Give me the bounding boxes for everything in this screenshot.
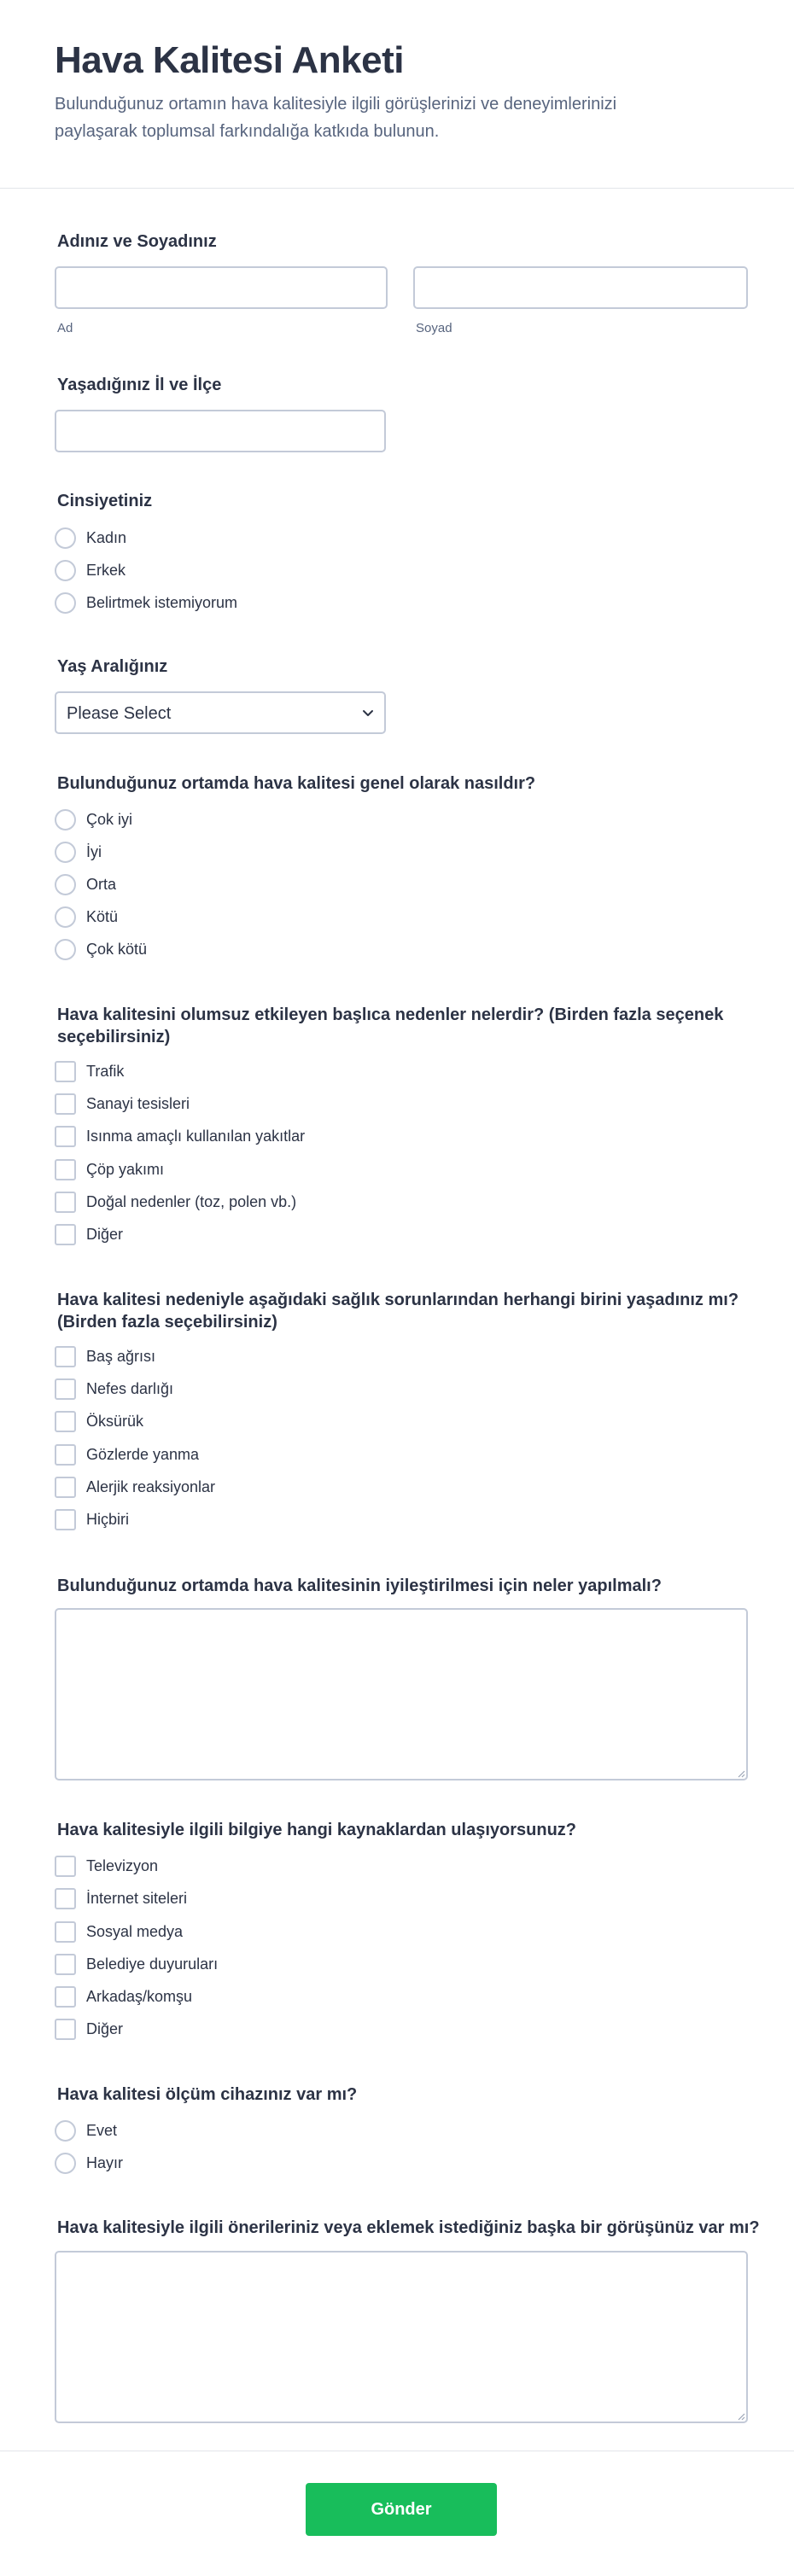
source-option[interactable] bbox=[55, 1984, 192, 2009]
source-option[interactable] bbox=[55, 2016, 123, 2042]
cause-option-label: Doğal nedenler (toz, polen vb.) bbox=[86, 1192, 297, 1210]
age-select-value: Please Select bbox=[67, 704, 172, 723]
quality-option-label: İyi bbox=[86, 842, 102, 860]
gender-option[interactable] bbox=[55, 557, 126, 583]
device-option-label: Hayır bbox=[86, 2153, 124, 2171]
quality-option-label: Çok iyi bbox=[86, 810, 133, 828]
checkbox[interactable] bbox=[55, 1159, 76, 1180]
general-quality-label: Bulunduğunuz ortamda hava kalitesi genel olarak nasıldır? bbox=[57, 774, 536, 793]
source-option-label: Diğer bbox=[86, 2019, 124, 2037]
quality-option[interactable] bbox=[55, 839, 102, 865]
source-option[interactable] bbox=[55, 1919, 183, 1944]
checkbox[interactable] bbox=[55, 1126, 76, 1147]
improvement-label: Bulunduğunuz ortamda hava kalitesinin iyileştirilmesi için neler yapılmalı? bbox=[57, 1576, 662, 1595]
cause-option-label: Trafik bbox=[86, 1062, 125, 1080]
suggestions-textarea[interactable] bbox=[55, 2251, 748, 2423]
health-option[interactable] bbox=[55, 1408, 143, 1434]
checkbox[interactable] bbox=[55, 1346, 76, 1367]
last-name-sublabel: Soyad bbox=[416, 321, 452, 335]
source-option-label: İnternet siteleri bbox=[86, 1889, 188, 1907]
cause-option-label: Diğer bbox=[86, 1225, 124, 1243]
form-footer bbox=[0, 2451, 794, 2576]
radio-button[interactable] bbox=[55, 809, 76, 830]
checkbox[interactable] bbox=[55, 1192, 76, 1213]
health-option[interactable] bbox=[55, 1376, 173, 1402]
health-option[interactable] bbox=[55, 1442, 199, 1467]
checkbox[interactable] bbox=[55, 1061, 76, 1082]
cause-option[interactable] bbox=[55, 1058, 124, 1084]
checkbox[interactable] bbox=[55, 2019, 76, 2040]
radio-button[interactable] bbox=[55, 2120, 76, 2142]
radio-button[interactable] bbox=[55, 2153, 76, 2174]
radio-button[interactable] bbox=[55, 842, 76, 863]
health-option-label: Öksürük bbox=[86, 1412, 144, 1430]
health-label: Hava kalitesi nedeniyle aşağıdaki sağlık sorunlarından herhangi birini yaşadınız mı? (Birden fazla seçebilirsiniz) bbox=[57, 1291, 739, 1332]
form-title: Hava Kalitesi Anketi bbox=[55, 39, 404, 81]
gender-option-label: Belirtmek istemiyorum bbox=[86, 593, 238, 611]
checkbox[interactable] bbox=[55, 1888, 76, 1909]
suggestions-label: Hava kalitesiyle ilgili önerileriniz veya eklemek istediğiniz başka bir görüşünüz var mı? bbox=[57, 2218, 760, 2237]
submit-button[interactable]: Gönder bbox=[306, 2483, 497, 2536]
causes-label: Hava kalitesini olumsuz etkileyen başlıca nedenler nelerdir? (Birden fazla seçenek seçebilirsiniz) bbox=[57, 1005, 724, 1046]
health-option-label: Hiçbiri bbox=[86, 1510, 130, 1528]
device-option-label: Evet bbox=[86, 2121, 118, 2139]
source-option-label: Televizyon bbox=[86, 1856, 159, 1874]
checkbox[interactable] bbox=[55, 1986, 76, 2008]
cause-option-label: Çöp yakımı bbox=[86, 1160, 165, 1178]
location-input[interactable] bbox=[55, 410, 386, 452]
checkbox[interactable] bbox=[55, 1444, 76, 1466]
health-option-label: Nefes darlığı bbox=[86, 1379, 174, 1397]
quality-option-label: Kötü bbox=[86, 907, 119, 925]
radio-button[interactable] bbox=[55, 906, 76, 928]
checkbox[interactable] bbox=[55, 1378, 76, 1400]
quality-option[interactable] bbox=[55, 807, 132, 832]
checkbox[interactable] bbox=[55, 1093, 76, 1115]
source-option[interactable] bbox=[55, 1951, 218, 1977]
source-option[interactable] bbox=[55, 1853, 158, 1879]
cause-option-label: Isınma amaçlı kullanılan yakıtlar bbox=[86, 1127, 306, 1145]
cause-option[interactable] bbox=[55, 1157, 164, 1182]
form-subtitle: Bulunduğunuz ortamın hava kalitesiyle ilgili görüşlerinizi ve deneyimlerinizi paylaşarak toplumsal farkındalığa katkıda bulunun. bbox=[55, 95, 617, 141]
health-option[interactable] bbox=[55, 1343, 155, 1369]
cause-option[interactable] bbox=[55, 1123, 305, 1149]
improvement-textarea[interactable] bbox=[55, 1608, 748, 1780]
quality-option-label: Orta bbox=[86, 875, 117, 893]
location-label: Yaşadığınız İl ve İlçe bbox=[57, 376, 222, 394]
radio-button[interactable] bbox=[55, 874, 76, 895]
sources-label: Hava kalitesiyle ilgili bilgiye hangi kaynaklardan ulaşıyorsunuz? bbox=[57, 1821, 576, 1839]
quality-option[interactable] bbox=[55, 871, 116, 897]
radio-button[interactable] bbox=[55, 560, 76, 581]
cause-option[interactable] bbox=[55, 1091, 190, 1116]
device-option[interactable] bbox=[55, 2118, 117, 2143]
cause-option[interactable] bbox=[55, 1221, 123, 1247]
chevron-down-icon bbox=[360, 705, 376, 720]
quality-option[interactable] bbox=[55, 936, 147, 962]
health-option[interactable] bbox=[55, 1507, 129, 1532]
radio-button[interactable] bbox=[55, 592, 76, 614]
age-label: Yaş Aralığınız bbox=[57, 657, 168, 676]
health-option-label: Gözlerde yanma bbox=[86, 1445, 200, 1463]
resize-grip-icon[interactable] bbox=[735, 1768, 745, 1778]
source-option-label: Belediye duyuruları bbox=[86, 1955, 219, 1973]
checkbox[interactable] bbox=[55, 1954, 76, 1975]
form-header bbox=[0, 0, 794, 189]
checkbox[interactable] bbox=[55, 1921, 76, 1943]
radio-button[interactable] bbox=[55, 939, 76, 960]
checkbox[interactable] bbox=[55, 1856, 76, 1877]
gender-option[interactable] bbox=[55, 525, 126, 551]
source-option[interactable] bbox=[55, 1885, 187, 1911]
gender-label: Cinsiyetiniz bbox=[57, 492, 153, 510]
last-name-input[interactable] bbox=[413, 266, 748, 309]
health-option-label: Alerjik reaksiyonlar bbox=[86, 1477, 216, 1495]
resize-grip-icon[interactable] bbox=[735, 2410, 745, 2421]
source-option-label: Sosyal medya bbox=[86, 1922, 184, 1940]
name-label: Adınız ve Soyadınız bbox=[57, 232, 217, 251]
checkbox[interactable] bbox=[55, 1477, 76, 1498]
age-select[interactable] bbox=[55, 691, 386, 734]
cause-option-label: Sanayi tesisleri bbox=[86, 1094, 190, 1112]
radio-button[interactable] bbox=[55, 527, 76, 549]
quality-option-label: Çok kötü bbox=[86, 940, 148, 958]
first-name-input[interactable] bbox=[55, 266, 388, 309]
cause-option[interactable] bbox=[55, 1189, 296, 1215]
first-name-sublabel: Ad bbox=[57, 321, 73, 335]
device-label: Hava kalitesi ölçüm cihazınız var mı? bbox=[57, 2085, 358, 2104]
health-option[interactable] bbox=[55, 1474, 215, 1500]
source-option-label: Arkadaş/komşu bbox=[86, 1987, 193, 2005]
gender-option-label: Kadın bbox=[86, 528, 127, 546]
checkbox[interactable] bbox=[55, 1224, 76, 1245]
health-option-label: Baş ağrısı bbox=[86, 1347, 156, 1365]
quality-option[interactable] bbox=[55, 904, 118, 930]
device-option[interactable] bbox=[55, 2150, 123, 2176]
checkbox[interactable] bbox=[55, 1411, 76, 1432]
gender-option[interactable] bbox=[55, 590, 237, 615]
gender-option-label: Erkek bbox=[86, 561, 126, 579]
checkbox[interactable] bbox=[55, 1509, 76, 1530]
